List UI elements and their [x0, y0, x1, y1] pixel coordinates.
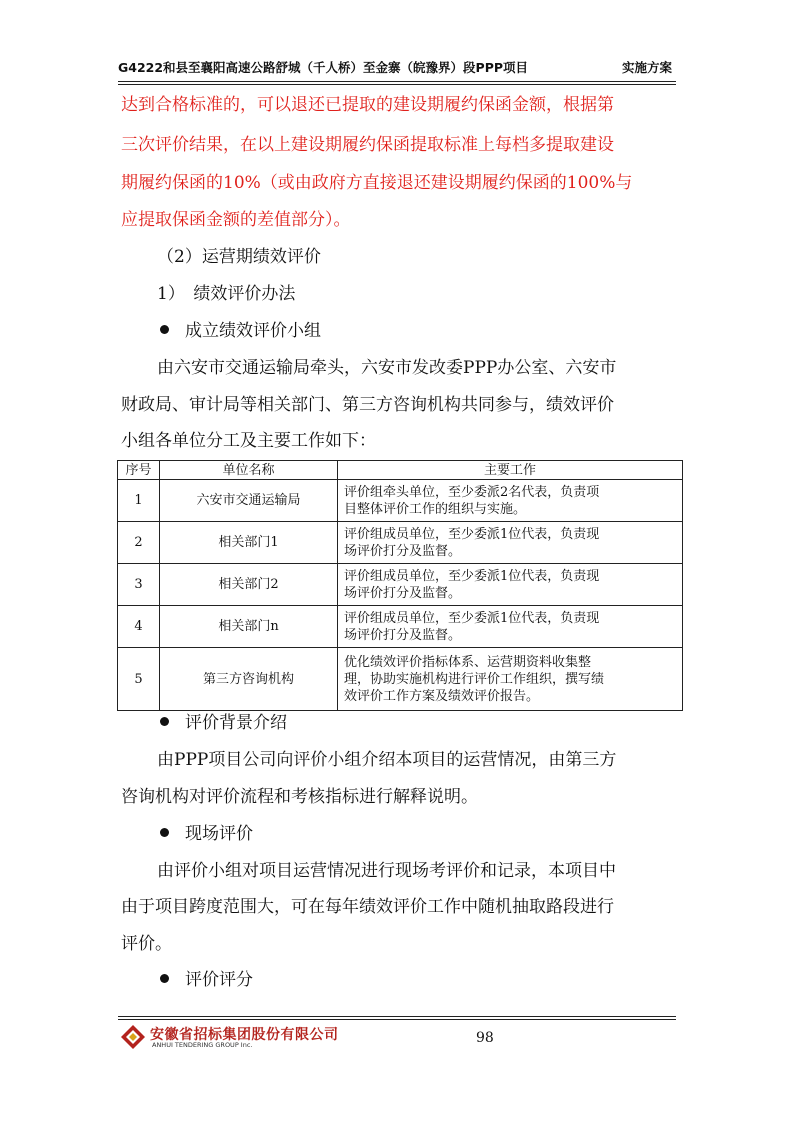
table-header-unit: 单位名称 [160, 461, 338, 480]
heading-operation-period: （2）运营期绩效评价 [157, 247, 321, 267]
red-text-line-1: 达到合格标准的，可以退还已提取的建设期履约保函金额，根据第 [121, 95, 614, 115]
table-row [118, 606, 683, 648]
header-rule-thick [118, 81, 676, 82]
bullet-item-4 [160, 963, 253, 998]
bullet-item-3 [160, 817, 253, 852]
para-1-line-1: 由六安市交通运输局牵头，六安市发改委PPP办公室、六安市 [157, 358, 617, 378]
bullet-label-4: 评价评分 [185, 970, 253, 990]
row-work-line: 评价组成员单位，至少委派1位代表，负责现 [344, 568, 600, 584]
para-3-line-3: 评价。 [121, 934, 172, 954]
para-2-line-1: 由PPP项目公司向评价小组介绍本项目的运营情况，由第三方 [157, 750, 617, 770]
bullet-icon [160, 828, 169, 837]
row-work-line: 效评价工作方案及绩效评价报告。 [344, 688, 540, 704]
row-work [338, 480, 683, 522]
row-work [338, 564, 683, 606]
bullet-icon [160, 974, 169, 983]
row-unit: 相关部门1 [160, 522, 338, 564]
bullet-icon [160, 717, 169, 726]
row-work [338, 606, 683, 648]
bullet-item-2 [160, 706, 287, 741]
row-no: 2 [118, 522, 160, 564]
table-row [118, 480, 683, 522]
row-work-line: 评价组成员单位，至少委派1位代表，负责现 [344, 610, 600, 626]
footer-rule-thick [118, 1016, 676, 1017]
table-header-work: 主要工作 [338, 461, 683, 480]
row-work-line: 目整体评价工作的组织与实施。 [344, 501, 527, 517]
para-1-line-2: 财政局、审计局等相关部门、第三方咨询机构共同参与，绩效评价 [121, 395, 614, 415]
para-2-line-2: 咨询机构对评价流程和考核指标进行解释说明。 [121, 787, 478, 807]
header-title: G4222和县至襄阳高速公路舒城（千人桥）至金寨（皖豫界）段PPP项目 [118, 60, 529, 75]
row-no: 3 [118, 564, 160, 606]
para-3-line-1: 由评价小组对项目运营情况进行现场考评价和记录，本项目中 [157, 861, 616, 881]
company-logo [120, 1022, 340, 1052]
bullet-label-1: 成立绩效评价小组 [185, 321, 321, 341]
header-rule-thin [118, 84, 676, 85]
table-header-row [118, 461, 683, 480]
row-work-line: 场评价打分及监督。 [344, 543, 462, 559]
table-header-no: 序号 [118, 461, 160, 480]
page-number: 98 [476, 1030, 494, 1046]
row-work-line: 评价组牵头单位，至少委派2名代表，负责项 [344, 484, 600, 500]
red-text-line-2: 三次评价结果，在以上建设期履约保函提取标准上每档多提取建设 [121, 135, 614, 155]
red-text-line-4: 应提取保函金额的差值部分）。 [121, 210, 351, 230]
row-work [338, 522, 683, 564]
table-row [118, 564, 683, 606]
row-work-line: 理，协助实施机构进行评价工作组织，撰写绩 [344, 671, 605, 687]
header-section-label: 实施方案 [621, 60, 672, 75]
row-no: 4 [118, 606, 160, 648]
table-row [118, 522, 683, 564]
row-work-line: 优化绩效评价指标体系、运营期资料收集整 [344, 654, 592, 670]
row-unit: 相关部门2 [160, 564, 338, 606]
para-3-line-2: 由于项目跨度范围大，可在每年绩效评价工作中随机抽取路段进行 [121, 897, 614, 917]
heading-evaluation-method: 1） 绩效评价办法 [157, 284, 296, 304]
row-no: 5 [118, 648, 160, 711]
logo-english-name: ANHUI TENDERING GROUP Inc. [152, 1041, 253, 1049]
row-work-line: 场评价打分及监督。 [344, 627, 462, 643]
logo-chinese-name: 安徽省招标集团股份有限公司 [150, 1027, 339, 1043]
para-1-line-3: 小组各单位分工及主要工作如下： [121, 431, 376, 451]
row-work-line: 场评价打分及监督。 [344, 585, 462, 601]
table-row [118, 648, 683, 711]
bullet-icon [160, 325, 169, 334]
bullet-label-3: 现场评价 [185, 824, 253, 844]
row-no: 1 [118, 480, 160, 522]
row-work [338, 648, 683, 711]
footer-rule-thin [118, 1019, 676, 1020]
evaluation-team-table [117, 460, 683, 711]
row-work-line: 评价组成员单位，至少委派1位代表，负责现 [344, 526, 600, 542]
page-header [118, 50, 678, 78]
bullet-item-1 [160, 314, 321, 349]
row-unit: 六安市交通运输局 [160, 480, 338, 522]
row-unit: 第三方咨询机构 [160, 648, 338, 711]
row-unit: 相关部门n [160, 606, 338, 648]
bullet-label-2: 评价背景介绍 [185, 713, 287, 733]
red-text-line-3: 期履约保函的10%（或由政府方直接退还建设期履约保函的100%与 [121, 173, 633, 193]
company-logo-icon [120, 1024, 146, 1050]
